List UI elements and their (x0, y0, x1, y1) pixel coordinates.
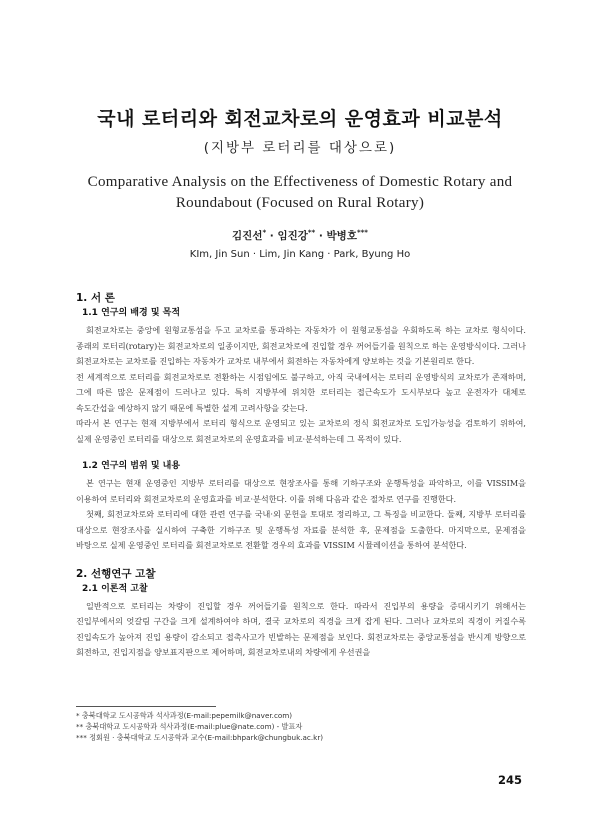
page-number: 245 (497, 773, 522, 787)
footnote-1: * 충북대학교 도시공학과 석사과정(E-mail:pepemilk@naver.com) (76, 711, 293, 720)
author-1-name: 김진선 (232, 230, 263, 242)
korean-title: 국내 로터리와 회전교차로의 운영효과 비교분석 (97, 108, 503, 130)
author-1-mark: * (262, 228, 267, 237)
authors-english: KIm, Jin Sun · Lim, Jin Kang · Park, Byung Ho (189, 249, 411, 260)
author-2-name: 임진강 (277, 230, 308, 242)
footnotes (76, 706, 526, 743)
author-2-mark: ** (307, 228, 316, 237)
korean-subtitle: (지방부 로터리를 대상으로) (203, 140, 397, 156)
footnote-2: ** 충북대학교 도시공학과 석사과정(E-mail:plue@nate.com) - 발표자 (76, 722, 303, 731)
footnote-rule (76, 706, 216, 707)
author-separator: · (266, 230, 278, 242)
paragraph: 본 연구는 현재 운영중인 지방부 로터리를 대상으로 현장조사를 통해 기하구조와 운행특성을 파악하고, 이를 VISSIM을 이용하여 로터리와 회전교차로의 운영효과를 비교·분석한다. 이를 위해 다음과 같은 절차로 연구를 진행한다. (76, 478, 526, 504)
section-heading-literature-review: 2. 선행연구 고찰 (76, 567, 156, 580)
paragraph: 회전교차로는 중앙에 원형교통섬을 두고 교차로를 통과하는 자동차가 이 원형교통섬을 우회하도록 하는 교차로 형식이다. 종래의 로터리(rotary)는 회전교차로의 일종이지만, 회전교차로에 진입할 경우 꺼어들기를 원칙으로 하는 운영방식이다. 그러나 회전교차로는 교차로를 진입하는 자동차가 교차로 내부에서 회전하는 자동차에게 양보하는 것을 기본원리로 한다. (76, 325, 526, 366)
author-3-name: 박병호 (326, 230, 357, 242)
subsection-heading-scope: 1.2 연구의 범위 및 내용 (82, 461, 181, 471)
subsection-heading-theory: 2.1 이론적 고찰 (82, 583, 148, 594)
author-separator: · (315, 230, 327, 242)
paragraph: 따라서 본 연구는 현재 지방부에서 로터리 형식으로 운영되고 있는 교차로의 정식 회전교차로 도입가능성을 검토하기 위하여, 실제 운영중인 로터리를 대상으로 회전교차로의 운영효과를 비교·분석하는데 그 목적이 있다. (76, 418, 526, 444)
authors-korean (0, 228, 600, 243)
section-heading-introduction: 1. 서 론 (76, 292, 115, 304)
author-3-mark: *** (356, 228, 368, 237)
english-title (40, 172, 560, 214)
footnote-3: *** 정회원 · 충북대학교 도시공학과 교수(E-mail:bhpark@chungbuk.ac.kr) (76, 733, 324, 742)
paragraph: 전 세계적으로 로터리를 회전교차로로 전환하는 시점임에도 불구하고, 아직 국내에서는 로터리 운영방식의 교차로가 존재하며, 그에 따른 많은 문제점이 드러나고 있다. 특히 지방부에 위치한 로터리는 접근속도가 도시부보다 높고 운전자가 대체로 속도간섭을 예상하지 않기 때문에 특별한 설계 고려사항을 갖는다. (76, 371, 526, 413)
subsection-heading-background: 1.1 연구의 배경 및 목적 (82, 308, 181, 318)
paper-body (76, 290, 526, 661)
english-title-line-1: Comparative Analysis on the Effectiveness of Domestic Rotary and (87, 174, 513, 190)
paragraph: 일반적으로 로터리는 차량이 진입할 경우 꺼어들기를 원칙으로 한다. 따라서 진입부의 용량을 증대시키기 위해서는 진입부에서의 엇갈림 구간을 크게 설계하여야 하며, 결국 교차로의 직경을 크게 잡게 된다. 그러나 교차로의 직경이 커질수록 진입속도가 높아져 진입 용량이 감소되고 접촉사고가 빈발하는 문제점을 보인다. 회전교차로는 중앙교통섬을 반시계 방향으로 회전하고, 진입지점을 양보표지판으로 제어하며, 회전교차로내의 차량에게 우선권을 (76, 600, 526, 657)
paragraph: 첫째, 회전교차로와 로터리에 대한 관련 연구를 국내·외 문헌을 토대로 정리하고, 그 특징을 비교한다. 둘째, 지방부 로터리를 대상으로 현장조사를 실시하여 구축한 기하구조 및 운행특성 자료를 분석한 후, 문제점을 도출한다. 마지막으로, 문제점을 바탕으로 실제 운영중인 로터리를 회전교차로로 전환할 경우의 효과를 VISSIM 시뮬레이션을 통하여 분석한다. (76, 509, 526, 550)
english-title-line-2: Roundabout (Focused on Rural Rotary) (175, 195, 425, 211)
